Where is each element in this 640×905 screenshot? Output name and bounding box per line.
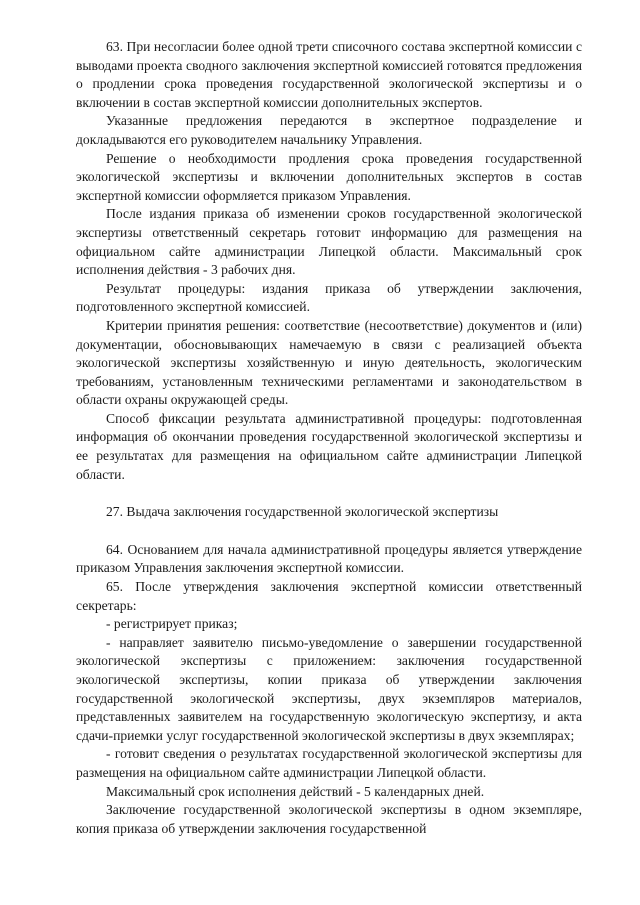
list-item-send-notice: - направляет заявителю письмо-уведомление о завершении государственной экологической экспертизы с приложением: заключения государственной экологической экспертизы, копии приказа об утверждении заключения государственной экологической экспертизы, двух экземпляров материалов, представленных заявителем на государственную экологическую экспертизу, и акта сдачи-приемки услуг государственной экологической экспертизы в двух экземплярах; — [76, 634, 582, 743]
paragraph-order-info: После издания приказа об изменении сроков государственной экологической экспертизы ответственный секретарь готовит информацию для размещения на официальном сайте администрации Липецкой области. Максимальный срок исполнения действия - 3 рабочих дня. — [76, 206, 582, 278]
paragraph-64: 64. Основанием для начала административной процедуры является утверждение приказом Управления заключения экспертной комиссии. — [76, 541, 582, 576]
list-item-register: - регистрирует приказ; — [106, 616, 238, 632]
paragraph-conclusion-copy: Заключение государственной экологической экспертизы в одном экземпляре, копия приказа об утверждении заключения государственной — [76, 802, 582, 836]
paragraph-63: 63. При несогласии более одной трети списочного состава экспертной комиссии с выводами проекта сводного заключения экспертной комиссией готовятся предложения о продлении срока проведения государственной экологической экспертизы и о включении в состав экспертной комиссии дополнительных экспертов. — [76, 39, 582, 110]
document-page — [76, 38, 582, 838]
list-item-prepare-info: - готовит сведения о результатах государственной экологической экспертизы для размещения на официальном сайте администрации Липецкой области. — [76, 746, 582, 780]
section-heading-27: 27. Выдача заключения государственной экологической экспертизы — [106, 504, 499, 520]
paragraph-result: Результат процедуры: издания приказа об утверждении заключения, подготовленного экспертной комиссией. — [76, 280, 582, 315]
paragraph-65: 65. После утверждения заключения экспертной комиссии ответственный секретарь: — [76, 579, 582, 613]
paragraph-criteria: Критерии принятия решения: соответствие (несоответствие) документов и (или) документации, обосновывающих намечаемую в связи с реализацией объекта экологической экспертизы хозяйственную и иную деятельность, экологическим требованиям, установленным техническими регламентами и законодательством в области охраны окружающей среды. — [76, 317, 582, 408]
paragraph-max-term: Максимальный срок исполнения действий - 5 календарных дней. — [106, 783, 485, 799]
paragraph-proposals: Указанные предложения передаются в экспертное подразделение и докладываются его руководителем начальнику Управления. — [76, 113, 582, 147]
paragraph-fixation: Способ фиксации результата административной процедуры: подготовленная информация об окончании проведения государственной экологической экспертизы и ее результатах для размещения на официальном сайте администрации Липецкой области. — [76, 410, 582, 482]
paragraph-decision: Решение о необходимости продления срока проведения государственной экологической экспертизы и включении дополнительных экспертов в состав экспертной комиссии оформляется приказом Управления. — [76, 150, 582, 203]
